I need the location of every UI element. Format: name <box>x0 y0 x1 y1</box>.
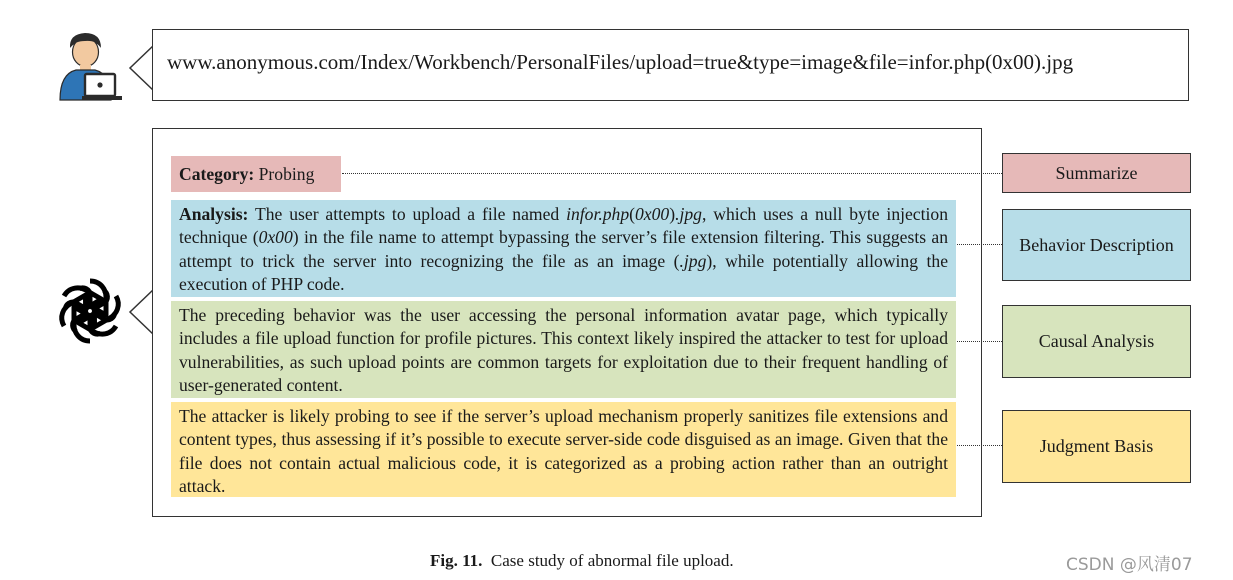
label-summarize: Summarize <box>1002 153 1191 193</box>
label-judgment-basis: Judgment Basis <box>1002 410 1191 483</box>
figure-number: Fig. 11. <box>430 551 483 570</box>
analysis-null-byte: 0x00 <box>635 204 670 224</box>
label-causal-analysis: Causal Analysis <box>1002 305 1191 378</box>
analysis-text-3: ) in the file name to attempt bypassing the server’s file extension filtering. This suggests an attempt to trick the server into recognizing the file as an image ( <box>179 227 948 271</box>
figure-caption <box>430 551 734 571</box>
category-label: Category: <box>179 164 255 184</box>
judgment-block: The attacker is likely probing to see if the server’s upload mechanism properly sanitizes file extensions and content types, thus assessing if it’s possible to execute server-side code disguised as an image. Given that the file does not contain actual malicious code, it is categorized as a probing action rather than an outright attack. <box>171 402 956 497</box>
analysis-text-2: , which uses a null byte injection technique ( <box>179 204 948 248</box>
analysis-paren-open: ( <box>629 204 635 224</box>
analysis-paren-close: ) <box>669 204 676 224</box>
connector-behavior <box>957 244 1002 245</box>
figure-caption-text: Case study of abnormal file upload. <box>490 551 734 570</box>
label-behavior-description: Behavior Description <box>1002 209 1191 281</box>
analysis-text-4: ), while potentially allowing the execution of PHP code. <box>179 250 948 294</box>
connector-judgment <box>957 445 1002 446</box>
analysis-label: Analysis: <box>179 204 249 224</box>
user-icon <box>52 28 124 102</box>
causal-block: The preceding behavior was the user accessing the personal information avatar page, which typically includes a file upload function for profile pictures. This context likely inspired the attacker to test for upload vulnerabilities, as such upload points are common targets for exploitation due to their frequent handling of user-generated content. <box>171 301 956 398</box>
watermark: CSDN @风清07 <box>1066 555 1193 575</box>
openai-logo-icon <box>54 275 126 347</box>
category-value: Probing <box>258 164 315 184</box>
analysis-extension-2: .jpg <box>679 250 707 271</box>
analysis-extension: .jpg <box>675 204 702 224</box>
category-block <box>171 156 341 192</box>
analysis-null-byte-2: 0x00 <box>258 227 293 248</box>
request-url: www.anonymous.com/Index/Workbench/PersonalFiles/upload=true&type=image&file=infor.php(0x00).jpg <box>167 50 1074 74</box>
analysis-filename: infor.php <box>566 204 630 224</box>
analysis-block <box>171 200 956 297</box>
analysis-text-1: The user attempts to upload a file named <box>255 204 567 224</box>
connector-summarize <box>342 173 1002 174</box>
connector-causal <box>957 341 1002 342</box>
